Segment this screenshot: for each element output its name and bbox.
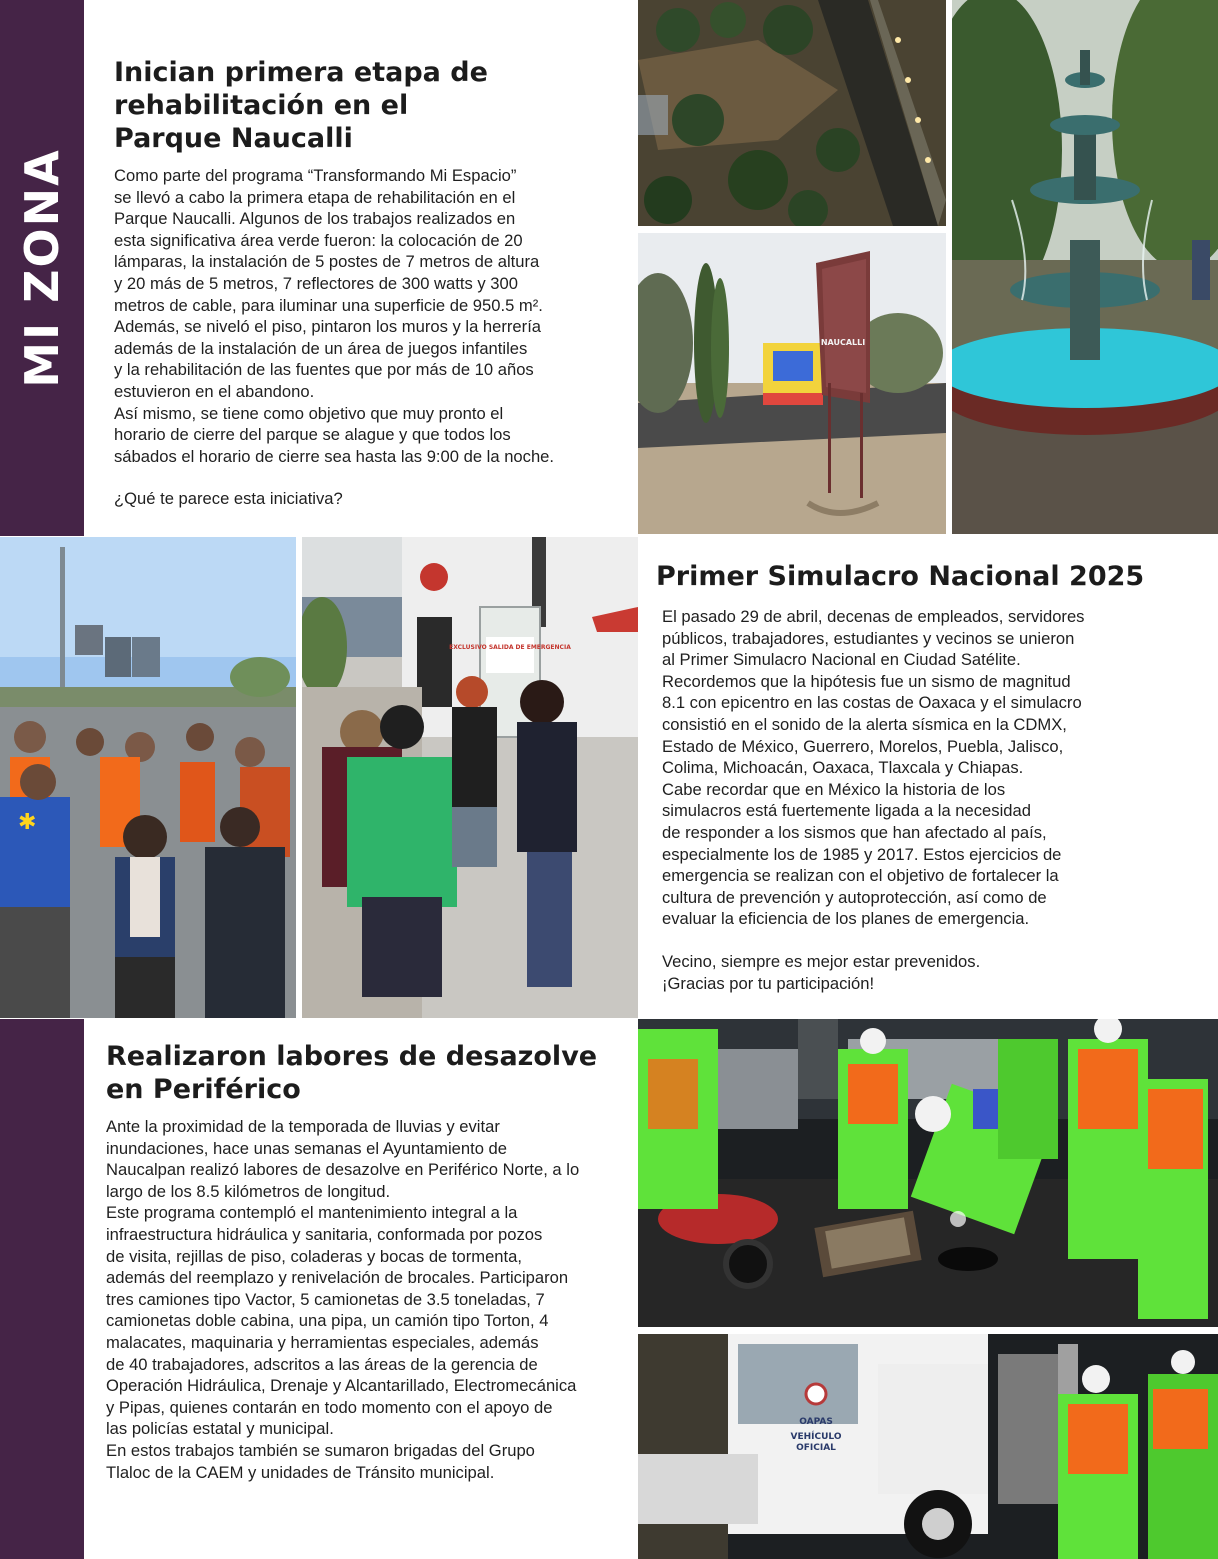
- article-parque-naucalli: [114, 56, 624, 510]
- truck-label-text: VEHÍCULO: [790, 1432, 842, 1442]
- article-desazolve: [106, 1040, 626, 1483]
- article-title: Primer Simulacro Nacional 2025: [656, 561, 1145, 592]
- exit-sign-text: EXCLUSIVO SALIDA DE EMERGENCIA: [449, 644, 571, 651]
- article-paragraph: Ante la proximidad de la temporada de lluvias y evitar inundaciones, hace unas semanas el Ayuntamiento de Naucalpan realizó labores de desazolve en Periférico Norte, a lo largo de los 8.5 kilómetros de longitud. Este programa contempló el mantenimiento integral a la infraestructura hidráulica y sanitaria, conformada por pozos de visita, rejillas de piso, coladeras y bocas de tormenta, además del reemplazo y renivelación de brocales. Participaron tres camiones tipo Vactor, 5 camionetas de 3.5 toneladas, 7 camionetas doble cabina, una pipa, un camión tipo Torton, 4 malacates, maquinaria y herramientas especiales, además de 40 trabajadores, adscritos a las áreas de la gerencia de Operación Hidráulica, Drenaje y Alcantarillado, Electromecánica y Pipas, quienes contarán en todo momento con el apoyo de las policías estatal y municipal. En estos trabajos también se sumaron brigadas del Grupo Tlaloc de la CAEM y unidades de Tránsito municipal.: [106, 1117, 580, 1482]
- svg-text:✱: ✱: [18, 810, 37, 835]
- article-simulacro: [656, 560, 1196, 994]
- article-body: [656, 606, 1196, 994]
- drain-workers-photo: [638, 1019, 1218, 1327]
- article-paragraph: Como parte del programa “Transformando Mi Espacio” se llevó a cabo la primera etapa de rehabilitación en el Parque Naucalli. Algunos de los trabajos realizados en esta significativa área verde fueron: la colocación de 20 lámparas, la instalación de 5 postes de 7 metros de altura y 20 más de 5 metros, 7 reflectores de 300 watts y 300 metros de cable, para iluminar una superficie de 950.5 m². Además, se niveló el piso, pintaron los muros y la herrería además de la instalación de un área de juegos infantiles y la rehabilitación de las fuentes que por más de 10 años estuvieron en el abandono. Así mismo, se tiene como objetivo que muy pronto el horario de cierre del parque se alague y que todos los sábados el horario de cierre sea hasta las 9:00 de la noche.: [114, 166, 555, 466]
- section-label-text: MI ZONA: [15, 148, 69, 388]
- park-sign-photo: [638, 233, 946, 534]
- article-title: Realizaron labores de desazolve en Periférico: [106, 1041, 598, 1105]
- vactor-truck-photo: [638, 1334, 1218, 1559]
- park-sign-text: NAUCALLI: [820, 338, 866, 347]
- article-paragraph: ¿Qué te parece esta iniciativa?: [114, 489, 343, 509]
- section-sidebar-lower: [0, 1019, 84, 1559]
- emergency-exit-photo: [302, 537, 638, 1018]
- fountain-photo: [952, 0, 1218, 534]
- article-body: [106, 1116, 626, 1483]
- crowd-drill-photo: [0, 537, 296, 1018]
- truck-label-text: OFICIAL: [796, 1443, 836, 1453]
- section-sidebar: [0, 0, 84, 536]
- section-label: [0, 0, 84, 536]
- article-title: Inician primera etapa de rehabilitación en el Parque Naucalli: [114, 57, 488, 154]
- truck-logo-text: OAPAS: [799, 1417, 833, 1427]
- aerial-park-photo: [638, 0, 946, 226]
- article-paragraph: Vecino, siempre es mejor estar prevenidos. ¡Gracias por tu participación!: [662, 951, 981, 993]
- article-body: [114, 165, 624, 510]
- article-paragraph: El pasado 29 de abril, decenas de empleados, servidores públicos, trabajadores, estudiantes y vecinos se unieron al Primer Simulacro Nacional en Ciudad Satélite. Recordemos que la hipótesis fue un sismo de magnitud 8.1 con epicentro en las costas de Oaxaca y el simulacro consistió en el sonido de la alerta sísmica en la CDMX, Estado de México, Guerrero, Morelos, Puebla, Jalisco, Colima, Michoacán, Oaxaca, Tlaxcala y Chiapas. Cabe recordar que en México la historia de los simulacros está fuertemente ligada a la necesidad de responder a los sismos que han afectado al país, especialmente los de 1985 y 2017. Estos ejercicios de emergencia se realizan con el objetivo de fortalecer la cultura de prevención y autoprotección, así como de evaluar la eficiencia de los planes de emergencia.: [662, 607, 1085, 929]
